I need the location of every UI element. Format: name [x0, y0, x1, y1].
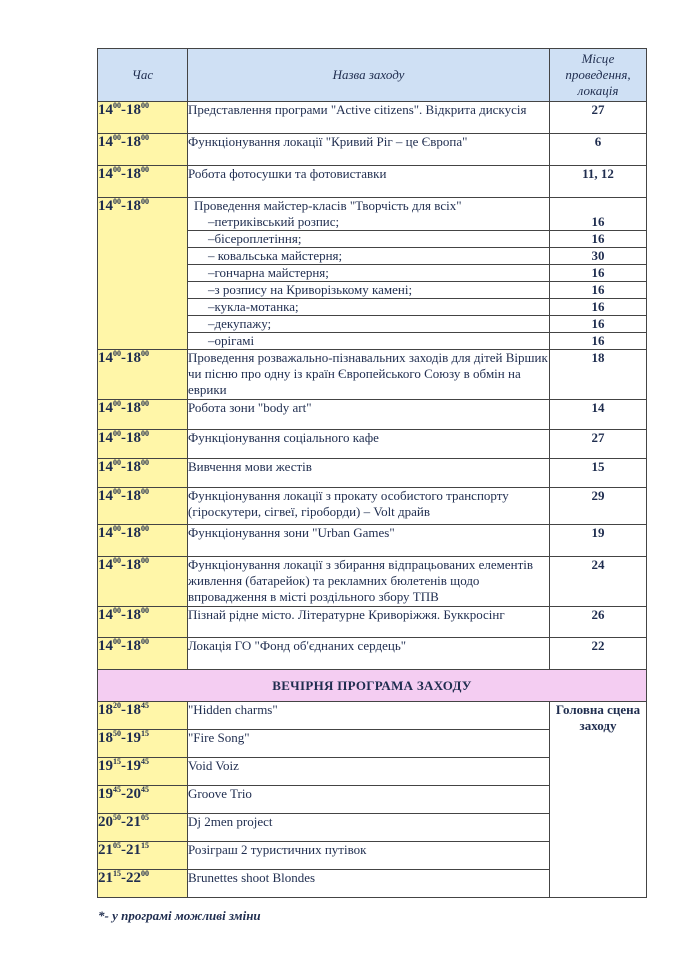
time-cell: $14^{00}-18^{00}$: [98, 525, 188, 557]
event-location: 26: [550, 607, 647, 638]
evening-header-row: [98, 670, 647, 702]
event-location: 24: [550, 557, 647, 607]
table-row: [98, 557, 647, 607]
event-location: 18: [550, 350, 647, 400]
masterclass-item: [188, 214, 646, 231]
masterclass-title-line: [188, 198, 646, 214]
masterclass-item-location: 16: [549, 299, 646, 315]
event-location: 29: [550, 488, 647, 525]
evening-event: Розіграш 2 туристичних путівок: [188, 842, 550, 870]
time-cell: $20^{50}-21^{05}$: [98, 814, 188, 842]
masterclass-item: [188, 299, 646, 316]
time-cell: $14^{00}-18^{00}$: [98, 459, 188, 488]
main-scene-location: Головна сцена заходу: [550, 702, 647, 898]
program-table: [97, 48, 647, 898]
event-name: Функціонування локації з прокату особистого транспорту (гіроскутери, сігвеї, гіроборди) – Volt драйв: [188, 488, 550, 525]
table-row: [98, 350, 647, 400]
event-name: Функціонування локації з збирання відпрацьованих елементів живлення (батарейок) та рекламних бюлетенів щодо впровадження в місті роздільного збору ТПВ: [188, 557, 550, 607]
event-location: 6: [550, 134, 647, 166]
event-name: Пізнай рідне місто. Літературне Криворіжжя. Буккросінг: [188, 607, 550, 638]
event-location: 14: [550, 400, 647, 430]
table-row: [98, 430, 647, 459]
masterclass-item-label: –з розпису на Криворізькому камені;: [208, 282, 413, 297]
masterclass-item-label: –орігамі: [208, 333, 255, 348]
event-location: 22: [550, 638, 647, 670]
masterclass-item: [188, 265, 646, 282]
evening-event: Dj 2men project: [188, 814, 550, 842]
masterclass-item-label: –бісероплетіння;: [208, 231, 302, 246]
header-location: Місце проведення, локація: [550, 49, 647, 102]
time-cell: $14^{00}-18^{00}$: [98, 430, 188, 459]
evening-event: "Fire Song": [188, 730, 550, 758]
masterclass-item: [188, 333, 646, 349]
table-row: [98, 638, 647, 670]
masterclass-item-location: 16: [549, 333, 646, 349]
table-row: [98, 607, 647, 638]
time-cell: $21^{15}-22^{00}$: [98, 870, 188, 898]
masterclass-item-location: 16: [549, 282, 646, 298]
header-event: Назва заходу: [188, 49, 550, 102]
time-cell: $14^{00}-18^{00}$: [98, 198, 188, 350]
masterclass-item: [188, 231, 646, 248]
evening-event: Brunettes shoot Blondes: [188, 870, 550, 898]
event-name: Представлення програми "Active citizens". Відкрита дискусія: [188, 102, 550, 134]
table-row: [98, 102, 647, 134]
masterclass-item: [188, 248, 646, 265]
table-header-row: [98, 49, 647, 102]
time-cell: $14^{00}-18^{00}$: [98, 134, 188, 166]
evening-event: Void Voiz: [188, 758, 550, 786]
evening-row: [98, 702, 647, 730]
time-cell: $14^{00}-18^{00}$: [98, 166, 188, 198]
table-row: [98, 166, 647, 198]
table-row: [98, 525, 647, 557]
masterclass-item-location: 30: [549, 248, 646, 264]
event-location: 15: [550, 459, 647, 488]
event-name: Вивчення мови жестів: [188, 459, 550, 488]
time-cell: $21^{05}-21^{15}$: [98, 842, 188, 870]
table-row: [98, 400, 647, 430]
masterclass-title-location: [549, 198, 646, 214]
event-location: 11, 12: [550, 166, 647, 198]
header-time: Час: [98, 49, 188, 102]
time-cell: $14^{00}-18^{00}$: [98, 607, 188, 638]
time-cell: $14^{00}-18^{00}$: [98, 400, 188, 430]
time-cell: $14^{00}-18^{00}$: [98, 350, 188, 400]
table-row: [98, 488, 647, 525]
masterclass-item: [188, 316, 646, 333]
event-location: 27: [550, 430, 647, 459]
masterclass-cell: [188, 198, 647, 350]
time-cell: $18^{20}-18^{45}$: [98, 702, 188, 730]
evening-event: Groove Trio: [188, 786, 550, 814]
event-location: 27: [550, 102, 647, 134]
event-name: Функціонування зони "Urban Games": [188, 525, 550, 557]
time-cell: $19^{15}-19^{45}$: [98, 758, 188, 786]
time-cell: $14^{00}-18^{00}$: [98, 488, 188, 525]
time-cell: $18^{50}-19^{15}$: [98, 730, 188, 758]
masterclass-item: [188, 282, 646, 299]
masterclass-item-location: 16: [549, 231, 646, 247]
event-name: Робота зони "body art": [188, 400, 550, 430]
evening-title: ВЕЧІРНЯ ПРОГРАМА ЗАХОДУ: [98, 670, 647, 702]
footnote: *- у програмі можливі зміни: [98, 908, 261, 923]
event-name: Робота фотосушки та фотовиставки: [188, 166, 550, 198]
masterclass-item-location: 16: [549, 265, 646, 281]
masterclass-row: [98, 198, 647, 350]
event-name: Функціонування локації "Кривий Ріг – це Європа": [188, 134, 550, 166]
masterclass-item-location: 16: [549, 214, 646, 230]
table-row: [98, 459, 647, 488]
event-location: 19: [550, 525, 647, 557]
time-cell: $14^{00}-18^{00}$: [98, 638, 188, 670]
masterclass-title: Проведення майстер-класів "Творчість для всіх": [194, 198, 462, 213]
time-cell: $19^{45}-20^{45}$: [98, 786, 188, 814]
masterclass-item-label: – ковальська майстерня;: [208, 248, 343, 263]
masterclass-item-label: –кукла-мотанка;: [208, 299, 299, 314]
evening-event: "Hidden charms": [188, 702, 550, 730]
masterclass-item-label: –петриківський розпис;: [208, 214, 340, 229]
masterclass-item-label: –гончарна майстерня;: [208, 265, 329, 280]
event-name: Проведення розважально-пізнавальних заходів для дітей Віршик чи пісню про одну із країн Європейського Союзу в обмін на еврики: [188, 350, 550, 400]
masterclass-item-location: 16: [549, 316, 646, 332]
masterclass-item-label: –декупажу;: [208, 316, 272, 331]
table-row: [98, 134, 647, 166]
time-cell: $14^{00}-18^{00}$: [98, 557, 188, 607]
event-name: Локація ГО "Фонд об'єднаних сердець": [188, 638, 550, 670]
event-name: Функціонування соціального кафе: [188, 430, 550, 459]
time-cell: $14^{00}-18^{00}$: [98, 102, 188, 134]
